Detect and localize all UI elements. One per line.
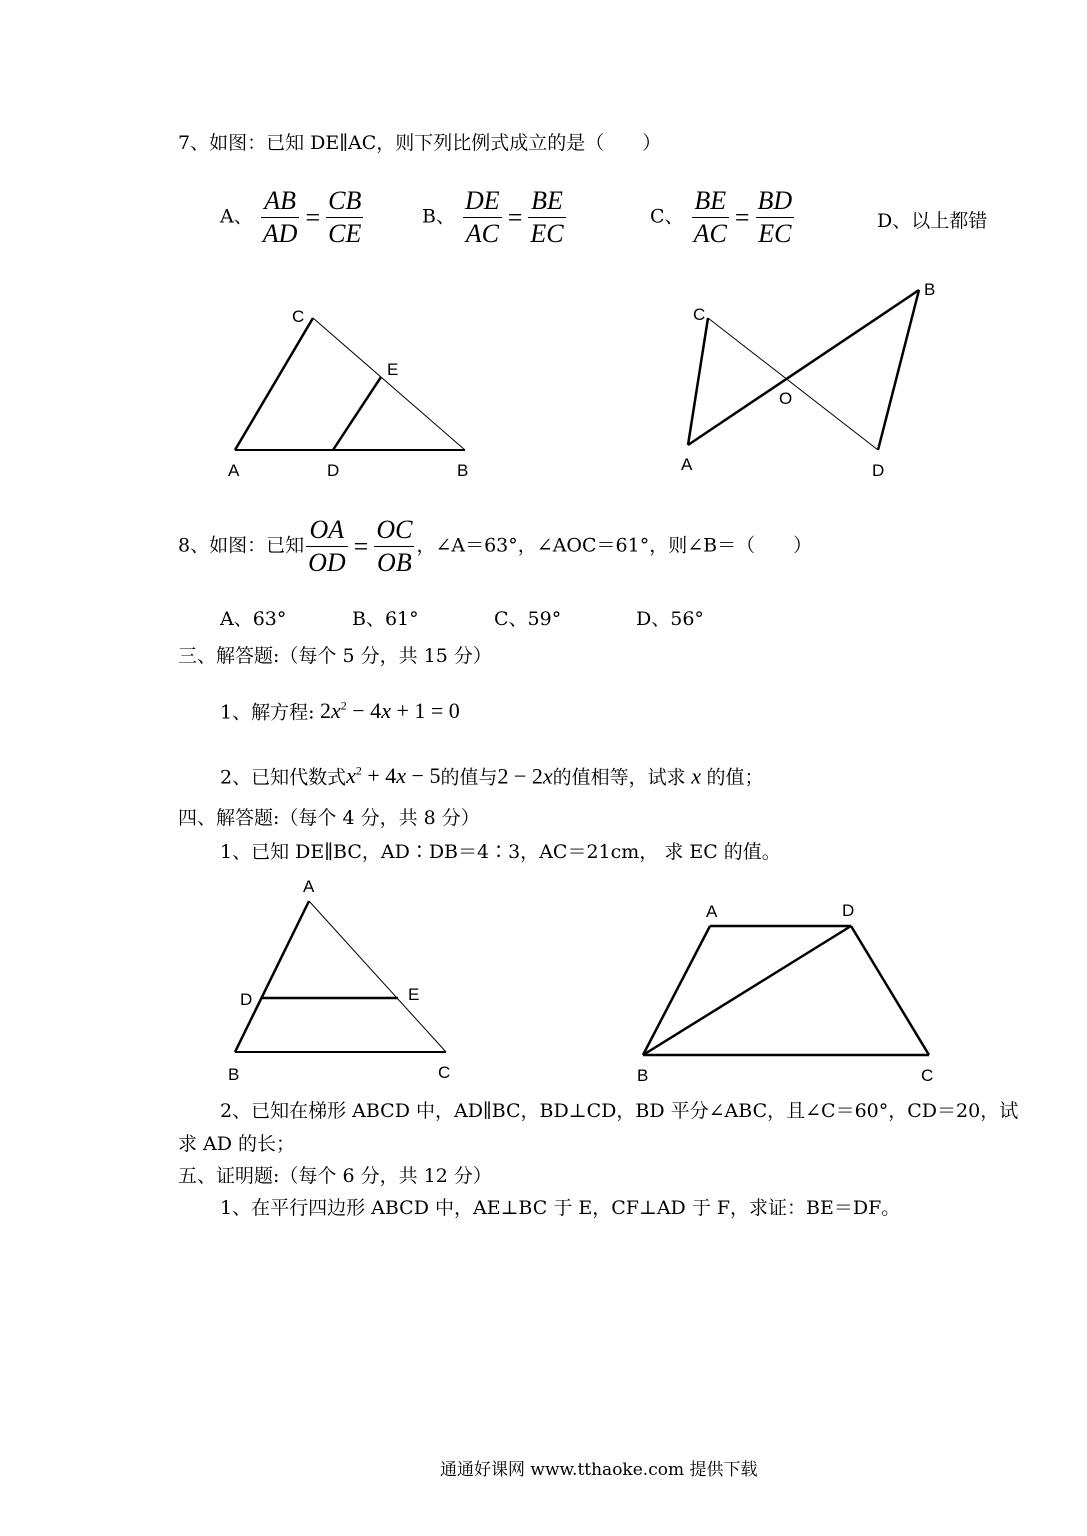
numerator: BE — [692, 185, 729, 218]
q8-option-d: D、56° — [636, 608, 704, 630]
equals-sign: = — [353, 531, 369, 561]
s3-problem-2 — [220, 759, 763, 789]
q8-option-a: A、63° — [220, 608, 287, 630]
label-d: D — [872, 461, 885, 480]
denominator: AD — [262, 219, 298, 248]
s4-problem-2-line-2: 求 AD 的长； — [178, 1133, 296, 1155]
equals-sign: = — [305, 202, 321, 232]
numerator: AB — [261, 185, 300, 218]
label-d: D — [842, 901, 855, 920]
label-d: D — [240, 990, 253, 1009]
label-a: A — [681, 455, 693, 474]
label-a: A — [303, 877, 315, 896]
s3-problem-1 — [220, 694, 460, 724]
s3-p2-suffix: 的值； — [706, 766, 764, 789]
s5-problem-1: 1、在平行四边形 ABCD 中，AE⊥BC 于 E，CF⊥AD 于 F，求证：BE＝DF。 — [220, 1197, 901, 1219]
numerator: OC — [374, 514, 414, 547]
footer: 通通好课网 www.tthaoke.com 提供下载 — [440, 1460, 758, 1480]
s3-p2-prefix: 2、已知代数式 — [220, 766, 347, 789]
q8-option-b: B、61° — [352, 608, 419, 630]
label-a: A — [706, 902, 718, 921]
q8-stem — [178, 514, 812, 579]
label-c: C — [438, 1063, 451, 1082]
option-label: B、 — [422, 205, 455, 228]
numerator: DE — [463, 185, 502, 218]
figure-bowtie — [688, 290, 919, 450]
label-b: B — [457, 461, 469, 480]
q7-option-d: D、以上都错 — [877, 210, 988, 232]
figure-triangle-de-ac — [235, 318, 465, 450]
section-4-heading: 四、解答题:（每个 4 分，共 8 分） — [178, 807, 480, 829]
segment-bd — [643, 926, 851, 1055]
option-label: C、 — [650, 205, 684, 228]
segment-ab — [235, 901, 309, 1052]
label-c: C — [292, 307, 305, 326]
section-5-heading: 五、证明题:（每个 6 分，共 12 分） — [178, 1165, 492, 1187]
s4-problem-1: 1、已知 DE∥BC，AD∶DB＝4∶3，AC＝21cm， 求 EC 的值。 — [220, 841, 781, 863]
q8-suffix: ，∠A＝63°，∠AOC＝61°，则∠B＝（ ） — [416, 534, 813, 557]
segment-ac — [688, 318, 708, 445]
label-c: C — [693, 305, 706, 324]
equation: $2x^2 - 4x + 1 = 0$ — [314, 698, 460, 724]
label-a: A — [228, 461, 240, 480]
denominator: EC — [758, 219, 792, 248]
segment-ac — [309, 901, 446, 1052]
q7-stem: 7、如图：已知 DE∥AC，则下列比例式成立的是（ ） — [178, 132, 662, 154]
label-b: B — [924, 280, 936, 299]
fraction — [306, 514, 348, 579]
numerator: CB — [326, 185, 363, 218]
segment-de — [333, 377, 381, 450]
q8-prefix: 8、如图：已知 — [178, 534, 305, 557]
expression-2: 2 − 2x — [497, 763, 553, 789]
figure-trapezoid — [643, 926, 929, 1055]
s3-p1-prefix: 1、解方程: — [220, 701, 315, 724]
s3-p2-mid: 的值与 — [440, 766, 498, 789]
figure-triangle-de-bc — [235, 901, 446, 1052]
denominator: AC — [465, 219, 499, 248]
segment-ac — [235, 318, 313, 450]
label-c: C — [921, 1066, 934, 1085]
section-3-heading: 三、解答题:（每个 5 分，共 15 分） — [178, 645, 492, 667]
q8-option-c: C、59° — [494, 608, 562, 630]
label-b: B — [637, 1066, 649, 1085]
segment-cd — [708, 318, 878, 450]
numerator: BD — [756, 185, 795, 218]
denominator: CE — [328, 219, 362, 248]
label-d: D — [327, 461, 340, 480]
equals-sign: = — [507, 202, 523, 232]
variable-x: x — [691, 763, 701, 789]
denominator: EC — [530, 219, 564, 248]
label-b: B — [228, 1065, 240, 1084]
equals-sign: = — [734, 202, 750, 232]
segment-cb — [313, 318, 465, 450]
denominator: OB — [377, 548, 412, 577]
numerator: OA — [306, 514, 348, 547]
s3-p2-mid2: 的值相等，试求 — [552, 766, 686, 789]
denominator: AC — [693, 219, 727, 248]
option-label: A、 — [220, 205, 253, 228]
label-e: E — [387, 360, 399, 379]
segment-dc — [851, 926, 929, 1055]
denominator: OD — [308, 548, 346, 577]
expression-1: $x^2 + 4x - 5$ — [346, 763, 441, 789]
label-e: E — [408, 985, 420, 1004]
fraction — [374, 514, 414, 579]
numerator: BE — [528, 185, 565, 218]
s4-problem-2-line-1: 2、已知在梯形 ABCD 中，AD∥BC，BD⊥CD，BD 平分∠ABC，且∠C＝60°，CD＝20，试 — [220, 1100, 1019, 1122]
label-o: O — [779, 389, 793, 408]
